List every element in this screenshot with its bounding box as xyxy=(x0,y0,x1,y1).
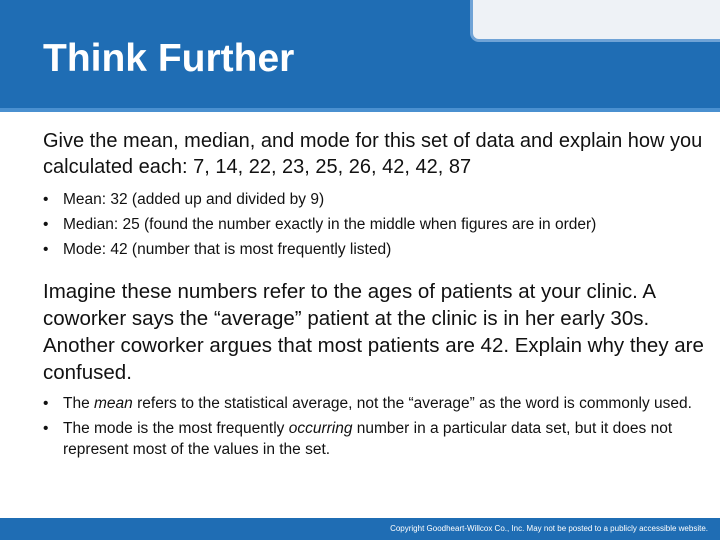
footer-bar xyxy=(0,518,720,540)
question-1: Give the mean, median, and mode for this set of data and explain how you calculated each: 7, 14, 22, 23, 25, 26, 42, 42, 87 xyxy=(43,130,703,178)
text-run: The mode is the most frequently xyxy=(63,420,289,437)
list-item xyxy=(43,393,707,414)
slide-body xyxy=(43,128,707,464)
bullet-icon: • xyxy=(43,395,49,412)
answer-mean: Mean: 32 (added up and divided by 9) xyxy=(63,191,325,208)
answer-median: Median: 25 (found the number exactly in the middle when figures are in order) xyxy=(63,216,597,233)
list-item xyxy=(43,214,707,235)
text-run: refers to the statistical average, not the “average” as the word is commonly used. xyxy=(132,395,692,412)
corner-tab xyxy=(470,0,720,42)
answer-list-1 xyxy=(43,189,707,260)
explanation-mode xyxy=(63,420,672,458)
title-bar-rule xyxy=(0,108,720,112)
copyright-notice: Copyright Goodheart-Willcox Co., Inc. May not be posted to a publicly accessible website. xyxy=(390,524,708,533)
bullet-icon: • xyxy=(43,241,49,258)
bullet-icon: • xyxy=(43,216,49,233)
text-run: number in a particular data set, but it does not represent most of the values in the set. xyxy=(63,420,673,458)
list-item xyxy=(43,189,707,210)
explanation-mean xyxy=(63,395,692,412)
slide-title: Think Further xyxy=(43,37,295,80)
title-bar xyxy=(0,0,720,108)
bullet-icon: • xyxy=(43,191,49,208)
text-run: The xyxy=(63,395,95,412)
question-2: Imagine these numbers refer to the ages of patients at your clinic. A coworker says the “average” patient at the clinic is in her early 30s. Another coworker argues that most patients are 42. Explain why they are confused. xyxy=(43,280,704,384)
list-item xyxy=(43,239,707,260)
emphasis-occurring: occurring xyxy=(288,420,353,437)
list-item xyxy=(43,418,707,460)
emphasis-mean: mean xyxy=(94,395,133,412)
answer-list-2 xyxy=(43,393,707,460)
answer-mode: Mode: 42 (number that is most frequently listed) xyxy=(63,241,392,258)
bullet-icon: • xyxy=(43,420,49,437)
